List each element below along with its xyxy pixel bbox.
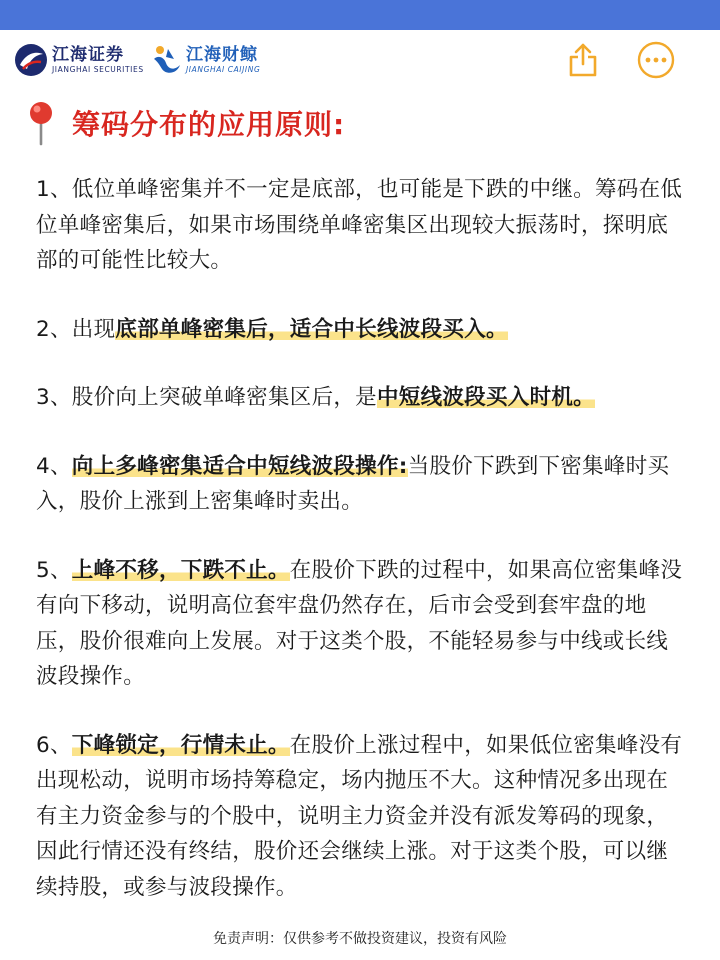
principle-5-text: 5、 — [36, 557, 72, 583]
brand-jianghai-securities[interactable] — [14, 42, 144, 78]
principle-6-highlight: 下峰锁定，行情未止。 — [71, 732, 290, 758]
jianghai-securities-logo-icon — [14, 43, 48, 77]
red-pin-icon — [26, 100, 56, 146]
principle-6-rest: 在股价上涨过程中，如果低位密集峰没有出现松动，说明市场持筹稳定，场内抛压不大。这种情况多出现在有主力资金参与的个股中，说明主力资金并没有派发筹码的现象，因此行情还没有终结，股价还会继续上涨。对于这类个股，可以继续持股，或参与波段操作。 — [36, 732, 683, 900]
page-title: 筹码分布的应用原则: — [72, 108, 346, 141]
principle-3-text: 3、股价向上突破单峰密集区后，是 — [36, 385, 377, 410]
top-color-bar — [0, 0, 720, 30]
section-title — [26, 100, 345, 146]
more-button[interactable] — [634, 38, 678, 82]
header — [0, 30, 720, 90]
brand2-name: 江海财鲸 — [186, 44, 258, 65]
principle-4-highlight: 向上多峰密集适合中短线波段操作: — [71, 453, 408, 479]
principles-list — [36, 172, 686, 938]
principle-5 — [36, 553, 686, 695]
principle-4 — [36, 449, 686, 520]
share-icon — [567, 42, 599, 78]
principle-5-rest: 在股价下跌的过程中，如果高位密集峰没有向下移动，说明高位套牢盘仍然存在，后市会受到套牢盘的地压，股价很难向上发展。对于这类个股，不能轻易参与中线或长线波段操作。 — [36, 557, 683, 689]
principle-3-highlight: 中短线波段买入时机。 — [376, 385, 595, 410]
share-button[interactable] — [561, 38, 605, 82]
principle-2-text: 2、出现 — [36, 316, 116, 342]
principle-5-highlight: 上峰不移，下跌不止。 — [71, 557, 290, 583]
principle-6 — [36, 728, 686, 906]
principle-3 — [36, 380, 686, 416]
principle-1 — [36, 172, 686, 279]
principle-6-text: 6、 — [36, 732, 72, 758]
brand1-english: JIANGHAI SECURITIES — [52, 64, 144, 74]
brand1-name: 江海证券 — [52, 44, 124, 65]
brand-jianghai-caijing[interactable] — [152, 42, 260, 78]
principle-2-highlight: 底部单峰密集后，适合中长线波段买入。 — [115, 316, 508, 342]
principle-2 — [36, 312, 686, 348]
brand2-english: JIANGHAI CAIJING — [186, 64, 261, 74]
principle-4-rest: 当股价下跌到下密集峰时买入，股价上涨到上密集峰时卖出。 — [36, 453, 670, 514]
jianghai-caijing-logo-icon — [152, 43, 182, 77]
principle-4-text: 4、 — [36, 453, 72, 479]
disclaimer: 免责声明：仅供参考不做投资建议，投资有风险 — [213, 931, 507, 947]
principle-1-text: 1、低位单峰密集并不一定是底部，也可能是下跌的中继。筹码在低位单峰密集后，如果市场围绕单峰密集区出现较大振荡时，探明底部的可能性比较大。 — [36, 177, 683, 273]
more-dots-icon — [636, 40, 676, 80]
